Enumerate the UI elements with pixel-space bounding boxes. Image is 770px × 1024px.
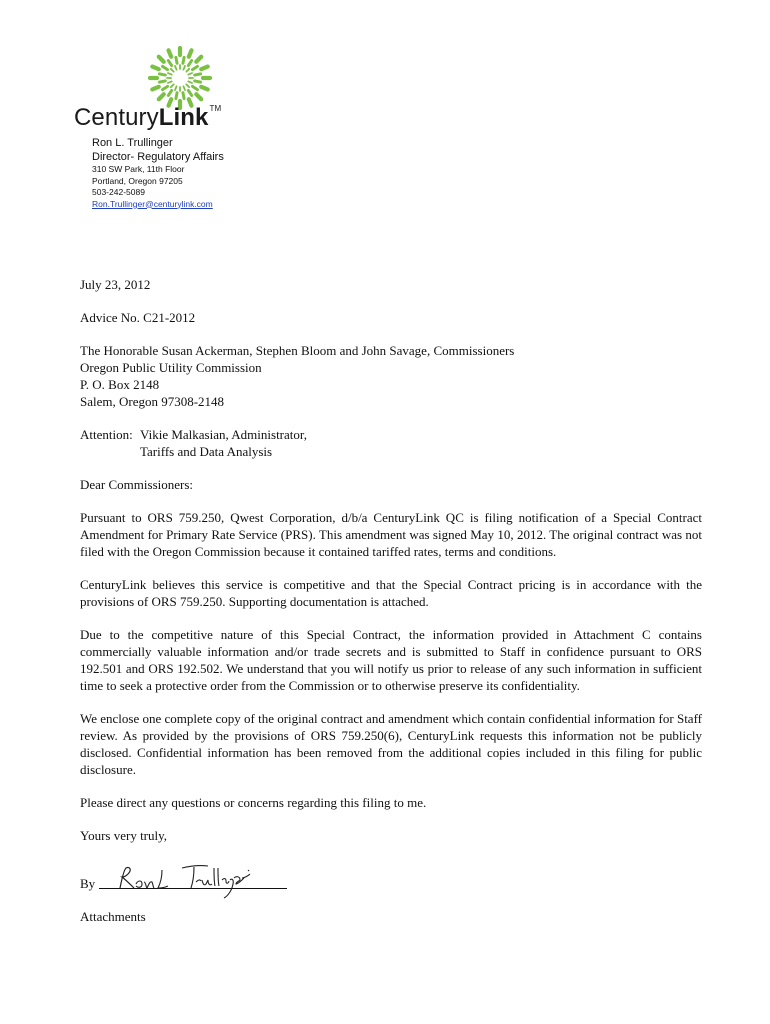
logo-ray: [152, 67, 158, 70]
recipient-address: [80, 342, 702, 410]
logo-ray: [152, 87, 158, 90]
attention-label: Attention:: [80, 427, 133, 442]
sender-block: [92, 136, 224, 210]
body-paragraph: Pursuant to ORS 759.250, Qwest Corporation, d/b/a CenturyLink QC is filing notification of a Special Contract Amendment for Primary Rate Service (PRS). This amendment was signed May 10, 2012. The original contract was not filed with the Oregon Commission because it contained tariffed rates, terms and conditions.: [80, 510, 702, 559]
closing: Yours very truly,: [80, 828, 168, 843]
letter-body: [80, 276, 702, 925]
by-label: By: [80, 876, 96, 891]
logo-ray: [186, 84, 189, 87]
logo-ray: [186, 69, 189, 72]
recipient-line: The Honorable Susan Ackerman, Stephen Bloom and John Savage, Commissioners: [80, 343, 515, 358]
logo-ray: [168, 90, 171, 95]
logo-ray: [176, 57, 177, 63]
sender-address-line2: Portland, Oregon 97205: [92, 175, 183, 186]
body-paragraph: Due to the competitive nature of this Special Contract, the information provided in Attachment C contains commercially valuable information and/or trade secrets and is submitted to Staff in confidence pursuant to ORS 192.501 and ORS 192.502. We understand that you will notify us prior to release of any such information in sufficient time to seek a protective order from the Commission or to otherwise preserve its confidentiality.: [80, 627, 702, 693]
logo-ray: [176, 93, 177, 99]
logo-ray: [192, 86, 197, 89]
logo-ray: [168, 73, 172, 75]
signature-line: [80, 872, 702, 892]
advice-number: Advice No. C21-2012: [80, 310, 196, 325]
sender-email-link[interactable]: Ron.Trullinger@centurylink.com: [92, 198, 213, 209]
logo-ray: [183, 66, 185, 70]
logo-ray: [192, 66, 197, 69]
logo-ray: [183, 93, 184, 99]
centurylink-logo-icon: [148, 46, 212, 110]
logo-ray: [201, 67, 207, 70]
logo-ray: [196, 57, 201, 62]
logo-ray: [171, 84, 174, 87]
logo-ray: [183, 86, 185, 90]
logo-ray: [159, 74, 165, 75]
logo-ray: [188, 81, 192, 83]
logo-ray: [188, 73, 192, 75]
logo-ray: [195, 81, 201, 82]
logo-ray: [175, 66, 177, 70]
logo-ray: [168, 61, 171, 66]
logo-ray: [159, 81, 165, 82]
body-paragraph: Please direct any questions or concerns regarding this filing to me.: [80, 795, 427, 810]
body-paragraph: CenturyLink believes this service is competitive and that the Special Contract pricing is in accordance with the provisions of ORS 759.250. Supporting documentation is attached.: [80, 577, 702, 609]
recipient-line: P. O. Box 2148: [80, 377, 160, 392]
logo-ray: [159, 57, 164, 62]
sender-address-line1: 310 SW Park, 11th Floor: [92, 164, 185, 174]
logo-ray: [159, 94, 164, 99]
sender-name: Ron L. Trullinger: [92, 137, 173, 149]
logo-ray: [195, 74, 201, 75]
body-paragraph: We enclose one complete copy of the original contract and amendment which contain confidential information for Staff review. As provided by the provisions of ORS 759.250(6), CenturyLink requests this information not be publicly disclosed. Confidential information has been removed from the additional copies included in this filing for public disclosure.: [80, 711, 702, 777]
sender-title: Director- Regulatory Affairs: [92, 151, 224, 163]
logo-ray: [171, 69, 174, 72]
recipient-line: Oregon Public Utility Commission: [80, 360, 262, 375]
logo-ray: [201, 87, 207, 90]
logo-ray: [175, 86, 177, 90]
recipient-line: Salem, Oregon 97308-2148: [80, 394, 225, 409]
enclosure-note: Attachments: [80, 909, 146, 924]
logo-ray: [188, 90, 191, 95]
attention-block: [80, 426, 702, 460]
logo-ray: [189, 50, 192, 56]
logo-ray: [188, 61, 191, 66]
attention-line: Tariffs and Data Analysis: [140, 444, 273, 459]
attention-line: Vikie Malkasian, Administrator,: [140, 427, 307, 442]
salutation: Dear Commissioners:: [80, 477, 194, 492]
signature-image: [116, 860, 266, 900]
centurylink-wordmark: CenturyLink™: [74, 104, 222, 131]
logo-ray: [168, 81, 172, 83]
sender-phone: 503-242-5089: [92, 187, 145, 197]
logo-ray: [196, 94, 201, 99]
letter-date: July 23, 2012: [80, 277, 151, 292]
logo-ray: [163, 86, 168, 89]
logo-ray: [163, 66, 168, 69]
logo-ray: [183, 57, 184, 63]
logo-ray: [169, 50, 172, 56]
